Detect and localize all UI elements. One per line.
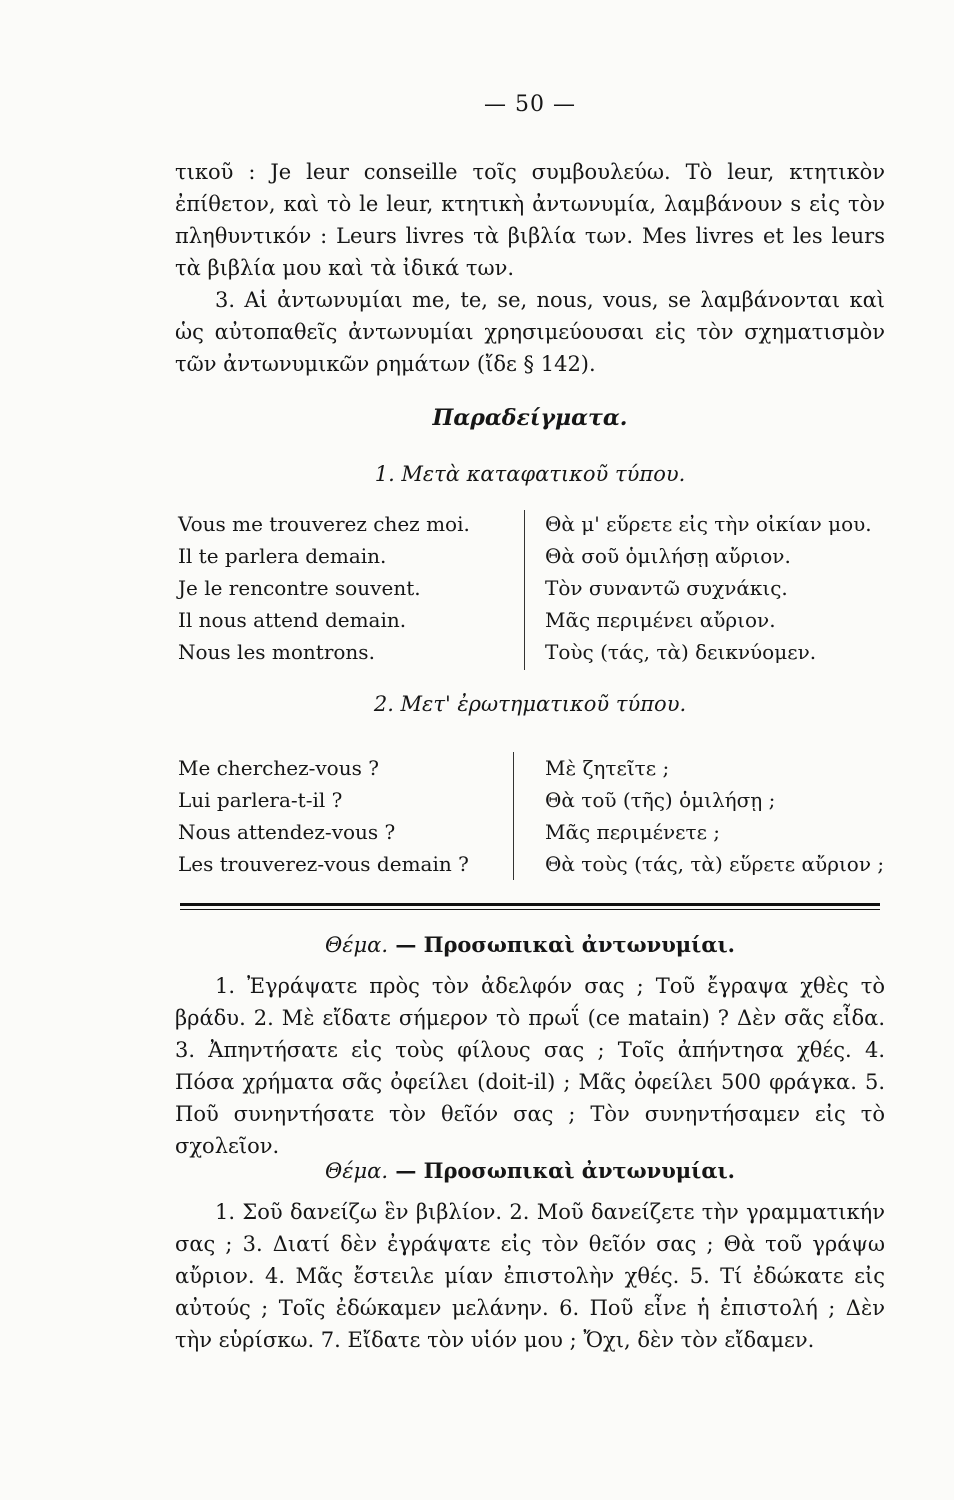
section2-french-column [178,752,469,880]
theme1-text: 1. Ἐγράψατε πρὸς τὸν ἀδελφόν σας ; Τοῦ ἔγραψα χθὲς τὸ βράδυ. 2. Μὲ εἴδατε σήμερον τὸ πρωΐ (ce matain) ? Δὲν σᾶς εἶδα. 3. Ἀπηντήσατε εἰς τοὺς φίλους σας ; Τοῖς ἀπήντησα χθές. 4. Πόσα χρήματα σᾶς ὀφείλει (doit-il) ; Μᾶς ὀφείλει 500 φράγκα. 5. Ποῦ συνηντήσατε τὸν θεῖόν σας ; Τὸν συνηντήσαμεν εἰς τὸ σχολεῖον. [175,974,885,1158]
theme2-text: 1. Σοῦ δανείζω ἓν βιβλίον. 2. Μοῦ δανείζετε τὴν γραμματικήν σας ; 3. Διατί δὲν ἐγράψατε εἰς τὸν θεῖόν σας ; Θὰ τοῦ γράψω αὔριον. 4. Μᾶς ἔστειλε μίαν ἐπιστολὴν χθές. 5. Τί ἐδώκατε εἰς αὐτούς ; Τοῖς ἐδώκαμεν μελάνην. 6. Ποῦ εἶνε ἡ ἐπιστολή ; Δὲν τὴν εὑρίσκω. 7. Εἴδατε τὸν υἱόν μου ; Ὄχι, δὲν τὸν εἴδαμεν. [175,1200,885,1352]
greek-example: Θὰ τοὺς (τάς, τὰ) εὕρετε αὔριον ; [545,852,885,876]
section-rule [180,903,880,906]
greek-example: Μᾶς περιμένετε ; [545,820,721,844]
greek-example: Μᾶς περιμένει αὔριον. [545,608,776,632]
theme2-exercise [175,1196,885,1356]
intro-text [175,156,885,380]
french-example: Il nous attend demain. [178,608,407,632]
column-divider [513,752,514,880]
intro-paragraph-1: τικοῦ : Je leur conseille τοῖς συμβουλεύω. Τὸ leur, κτητικὸν ἐπίθετον, καὶ τὸ le leur, κτητικὴ ἀντωνυμία, λαμβάνουν s εἰς τὸν πληθυντικόν : Leurs livres τὰ βιβλία των. Mes livres et les leurs τὰ βιβλία μου καὶ τὰ ἰδικά των. [175,160,885,280]
column-divider [524,510,525,670]
french-example: Les trouverez-vous demain ? [178,852,469,876]
theme2-heading [175,1158,885,1183]
french-example: Vous me trouverez chez moi. [178,512,470,536]
section1-title: 1. Μετὰ καταφατικοῦ τύπου. [374,462,686,486]
greek-example: Θὰ τοῦ (τῆς) ὁμιλήσῃ ; [545,788,776,812]
examples-heading: Παραδείγματα. [432,405,628,431]
french-example: Je le rencontre souvent. [178,576,421,600]
french-example: Lui parlera-t-il ? [178,788,343,812]
section2-title: 2. Μετ' ἐρωτηματικοῦ τύπου. [373,692,687,716]
french-example: Nous les montrons. [178,640,375,664]
theme2-word: Θέμα. [325,1159,388,1183]
theme1-title: — Προσωπικαὶ ἀντωνυμίαι. [395,932,735,957]
greek-example: Μὲ ζητεῖτε ; [545,756,670,780]
greek-example: Τοὺς (τάς, τὰ) δεικνύομεν. [545,640,817,664]
greek-example: Θὰ μ' εὕρετε εἰς τὴν οἰκίαν μου. [545,512,872,536]
section-rule [180,909,880,910]
greek-example: Θὰ σοῦ ὁμιλήσῃ αὔριον. [545,544,791,568]
section1-french-column [178,508,470,668]
theme2-title: — Προσωπικαὶ ἀντωνυμίαι. [395,1158,735,1183]
french-example: Me cherchez-vous ? [178,756,379,780]
page-number: — 50 — [484,92,576,117]
theme1-exercise [175,970,885,1162]
intro-paragraph-2: 3. Αἱ ἀντωνυμίαι me, te, se, nous, vous, se λαμβάνονται καὶ ὡς αὐτοπαθεῖς ἀντωνυμίαι χρησιμεύουσαι εἰς τὸν σχηματισμὸν τῶν ἀντωνυμικῶν ρημάτων (ἴδε § 142). [175,288,885,376]
section1-greek-column [545,508,872,668]
greek-example: Τὸν συναντῶ συχνάκις. [545,576,788,600]
section2-greek-column [545,752,884,880]
theme1-heading [175,932,885,957]
french-example: Il te parlera demain. [178,544,387,568]
french-example: Nous attendez-vous ? [178,820,396,844]
theme1-word: Θέμα. [325,933,388,957]
